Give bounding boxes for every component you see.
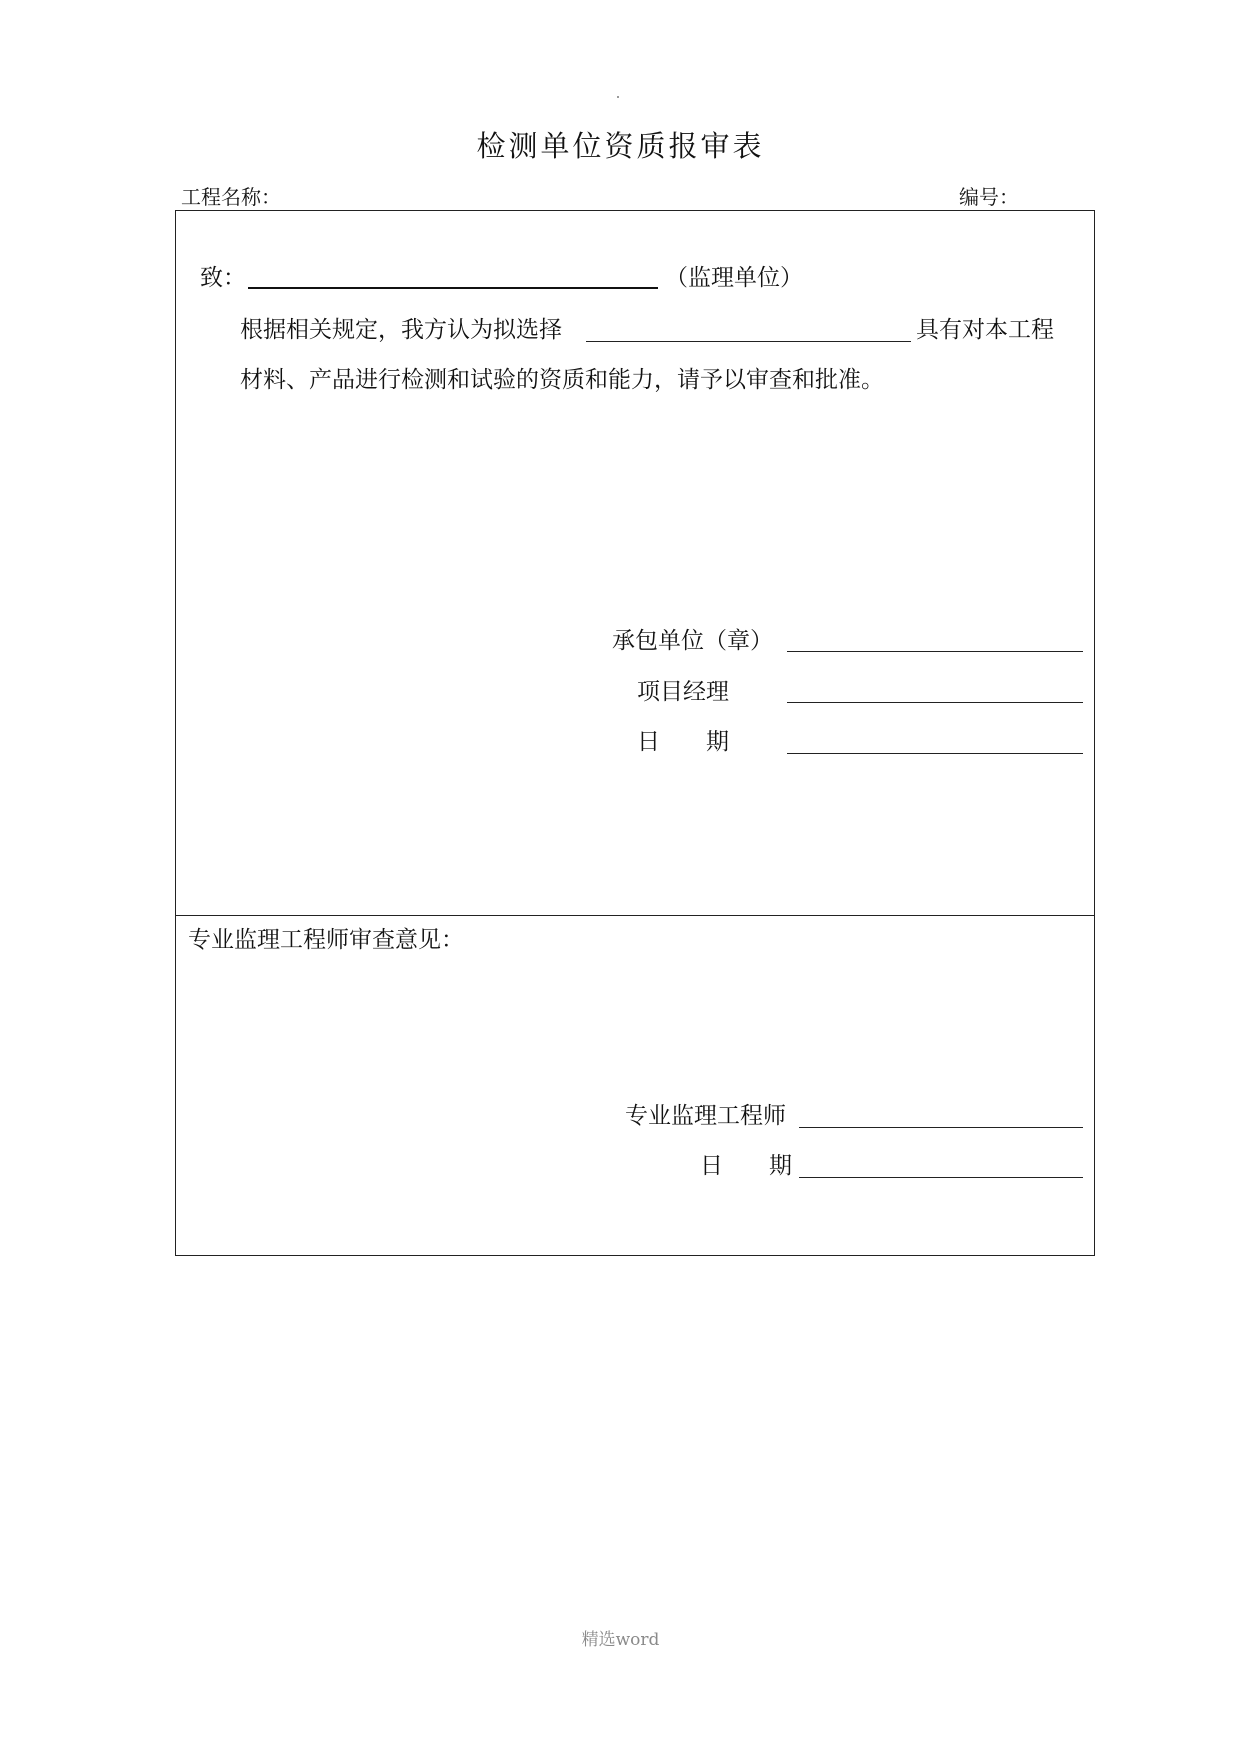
- number-label: 编号：: [959, 185, 1019, 209]
- testing-unit-field[interactable]: [586, 341, 911, 342]
- contractor-field[interactable]: [787, 651, 1083, 652]
- review-opinion-label: 专业监理工程师审查意见：: [188, 927, 464, 953]
- application-date-label: 日 期: [637, 729, 729, 755]
- supervisor-unit-field[interactable]: [248, 287, 658, 289]
- manager-field[interactable]: [787, 702, 1083, 703]
- to-label: 致：: [200, 265, 246, 291]
- body-line2: 材料、产品进行检测和试验的资质和能力，请予以审查和批准。: [240, 367, 884, 393]
- top-dot-mark: [617, 96, 619, 98]
- review-date-field[interactable]: [799, 1177, 1083, 1178]
- engineer-label: 专业监理工程师: [625, 1103, 786, 1129]
- engineer-field[interactable]: [799, 1127, 1083, 1128]
- manager-label: 项目经理: [637, 679, 729, 705]
- to-suffix: （监理单位）: [665, 265, 803, 291]
- project-name-label: 工程名称：: [181, 185, 281, 209]
- page-title: 检测单位资质报审表: [476, 129, 765, 163]
- section-divider: [176, 915, 1094, 916]
- application-date-field[interactable]: [787, 753, 1083, 754]
- contractor-label: 承包单位（章）: [612, 628, 773, 654]
- footer-watermark: 精选word: [581, 1630, 660, 1650]
- body-line1-end: 具有对本工程: [916, 317, 1054, 343]
- review-date-label: 日 期: [700, 1153, 792, 1179]
- body-line1-start: 根据相关规定，我方认为拟选择: [240, 317, 562, 343]
- form-table: [175, 210, 1095, 1256]
